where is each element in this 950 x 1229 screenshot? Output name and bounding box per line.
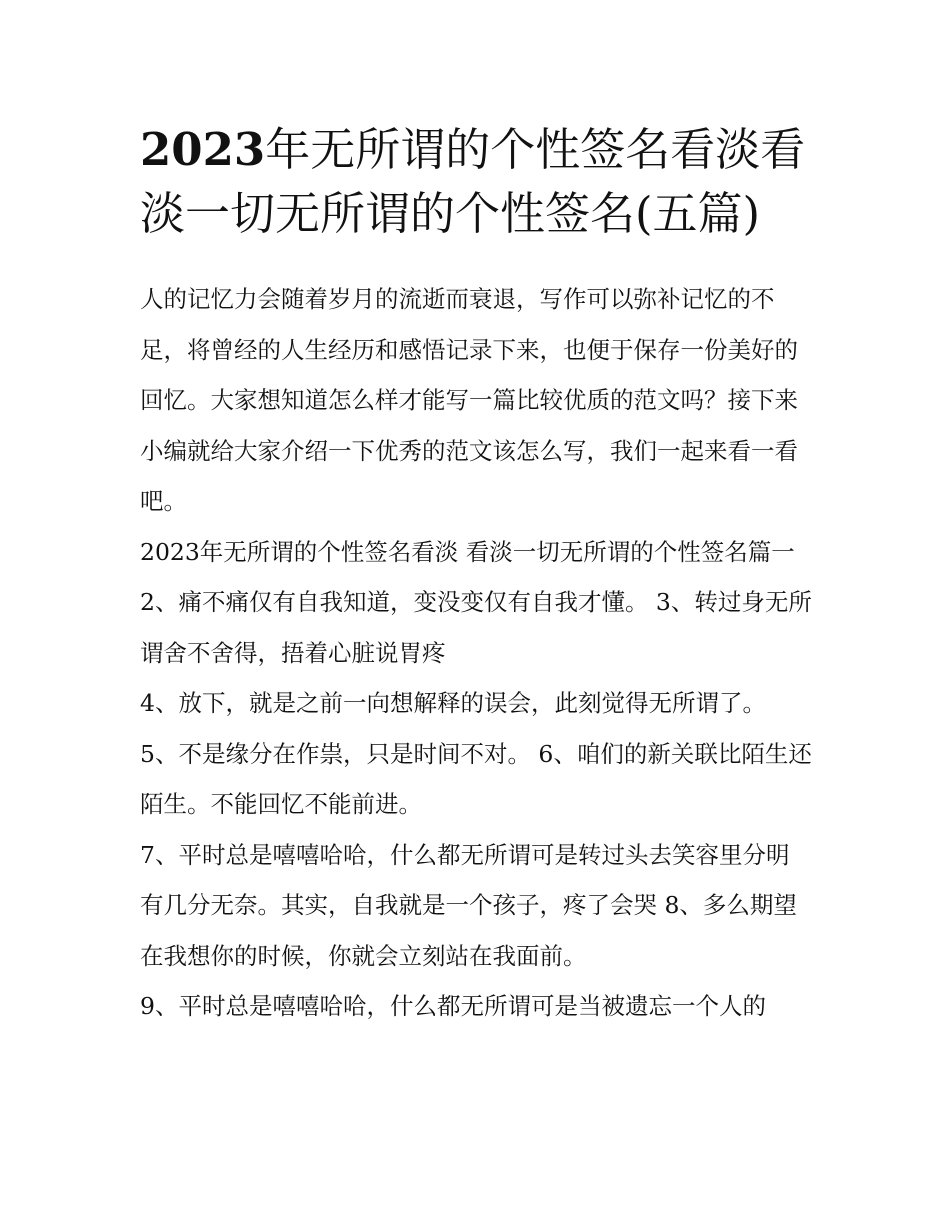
body-paragraph: 5、不是缘分在作祟，只是时间不对。 6、咱们的新关联比陌生还陌生。不能回忆不能前进。 [140, 739, 812, 818]
body-paragraph: 2023年无所谓的个性签名看淡 看淡一切无所谓的个性签名篇一 2、痛不痛仅有自我知道，变没变仅有自我才懂。 3、转过身无所谓舍不舍得，捂着心脏说胃疼 [140, 537, 812, 667]
body-paragraph: 9、平时总是嘻嘻哈哈，什么都无所谓可是当被遗忘一个人的 [140, 992, 766, 1020]
title-text: 年无所谓的个性签名看淡看淡一切无所谓的个性签名(五篇) [140, 123, 806, 240]
body-paragraph: 7、平时总是嘻嘻哈哈，什么都无所谓可是转过头去笑容里分明有几分无奈。其实，自我就是一个孩子，疼了会哭 8、多么期望在我想你的时候，你就会立刻站在我面前。 [140, 840, 797, 970]
document-page [140, 118, 812, 1032]
document-title [140, 118, 812, 246]
title-year: 2023 [140, 123, 266, 176]
body-paragraph: 4、放下，就是之前一向想解释的误会，此刻觉得无所谓了。 [140, 689, 766, 717]
intro-paragraph: 人的记忆力会随着岁月的流逝而衰退，写作可以弥补记忆的不足，将曾经的人生经历和感悟记录下来，也便于保存一份美好的回忆。大家想知道怎么样才能写一篇比较优质的范文吗？接下来小编就给大家介绍一下优秀的范文该怎么写，我们一起来看一看吧。 [140, 285, 798, 515]
